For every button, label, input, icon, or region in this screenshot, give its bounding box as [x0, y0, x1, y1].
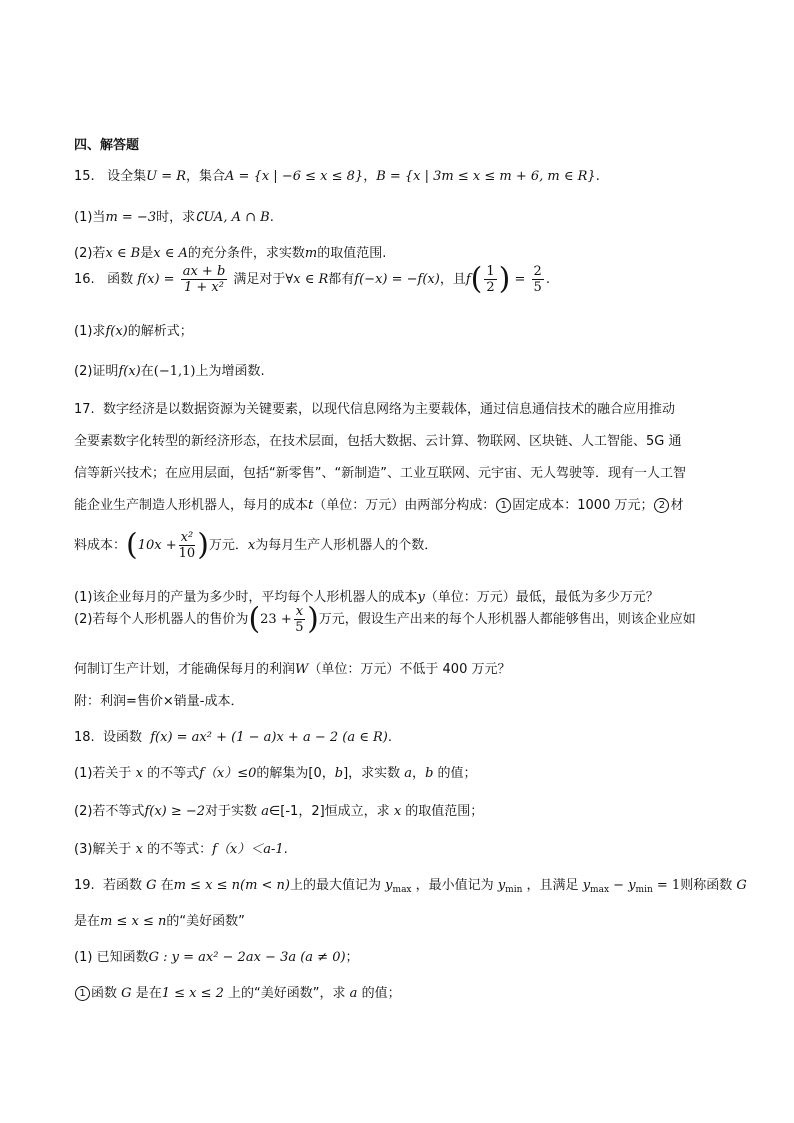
question-18-part-2: (2)若不等式f(x) ≥ −2对于实数 a∈[-1，2]恒成立，求 x 的取值范围；: [74, 804, 484, 819]
question-17-line-3: 信等新兴技术；在应用层面，包括“新零售”、“新制造”、工业互联网、元宇宙、无人驾驶等．现有一人工智: [74, 466, 686, 481]
question-16-part-2: (2)证明f(x)在(−1,1)上为增函数.: [74, 364, 265, 379]
question-15-part-2: (2)若x ∈ B是x ∈ A的充分条件，求实数m的取值范围.: [74, 246, 387, 261]
fraction-price: $\frac{x}{5}$: [295, 604, 304, 635]
question-number: 15.: [74, 169, 95, 184]
fraction-material-cost: $\frac{\text{x²}}{10}$: [178, 530, 196, 561]
question-18-part-3: (3)解关于 x 的不等式：f（x）＜a-1.: [74, 842, 288, 857]
question-17-line-2: 全要素数字化转型的新经济形态，在技术层面，包括大数据、云计算、物联网、区块链、人工智能、5G 通: [74, 434, 682, 449]
question-17-note: 附：利润=售价×销量-成本．: [74, 694, 244, 709]
math-set-a: A = {x | −6 ≤ x ≤ 8}: [225, 169, 364, 184]
question-17-line-5: 料成本：(10x + $\frac{\text{x²}}{10}$ )万元．x为每月生产人形机器人的个数．: [74, 527, 438, 563]
fraction-function-f: $\frac{ax + b}{\text{1 + x²}}$: [182, 264, 226, 295]
question-19-part-1: (1) 已知函数G : y = ax² − 2ax − 3a (a ≠ 0)；: [74, 950, 359, 965]
question-17-part-2-cont: 何制订生产计划，才能确保每月的利润W（单位：万元）不低于 400 万元？: [74, 662, 511, 677]
fraction-two-fifths: $\frac{2}{5}$: [533, 264, 542, 295]
question-16-stem: 16. 函数 f(x) = $\frac{ax + b}{\text{1 + x²}}$ 满足对于∀x ∈ R都有f(−x) = −f(x)，且f( $\frac{1}{2}$ ) = $\frac{2}{5}$ .: [74, 261, 550, 297]
question-number: 19.: [74, 878, 95, 893]
question-19-stem: 19. 若函数 G 在m ≤ x ≤ n(m < n)上的最大值记为 $y_{max}$ ，最小值记为 $y_{min}$ ，且满足 $y_{max} - y_{min} = 1$则称函数 G: [74, 878, 747, 895]
question-number: 18.: [74, 730, 95, 745]
fraction-one-half: $\frac{1}{2}$: [486, 264, 495, 295]
question-16-part-1: (1)求f(x)的解析式；: [74, 324, 193, 339]
question-17-part-2: (2)若每个人形机器人的售价为(23 + $\frac{x}{5}$ )万元，假设生产出来的每个人形机器人都能够售出，则该企业应如: [74, 601, 696, 637]
question-18-stem: 18. 设函数 f(x) = ax² + (1 − a)x + a − 2 (a ∈ R).: [74, 730, 392, 745]
circled-number-2: 2: [654, 498, 669, 513]
question-number: 16.: [74, 272, 95, 287]
math-set-b: B = {x | 3m ≤ x ≤ m + 6, m ∈ R}: [376, 169, 596, 184]
question-19-part-1-sub-1: 1 函数 G 是在1 ≤ x ≤ 2 上的“美好函数”，求 a 的值；: [74, 984, 401, 1004]
question-18-part-1: (1)若关于 x 的不等式f（x）≤0的解集为[0，b]，求实数 a，b 的值；: [74, 766, 477, 781]
circled-number-1: 1: [496, 498, 511, 513]
section-title: 四、解答题: [74, 138, 140, 153]
question-17-line-1: 17. 数字经济是以数据资源为关键要素，以现代信息网络为主要载体，通过信息通信技术的融合应用推动: [74, 402, 675, 417]
question-19-stem-cont: 是在m ≤ x ≤ n的“美好函数”: [74, 914, 245, 929]
math-universal-set: U = R: [146, 169, 187, 184]
question-15-stem: 15. 设全集U = R，集合A = {x | −6 ≤ x ≤ 8}，B = {x | 3m ≤ x ≤ m + 6, m ∈ R}.: [74, 169, 600, 184]
question-number: 17.: [74, 402, 95, 417]
question-15-part-1: (1)当m = −3时，求∁UA, A ∩ B.: [74, 210, 274, 225]
question-17-part-1: (1)该企业每月的产量为多少时，平均每个人形机器人的成本y（单位：万元）最低，最低为多少万元？: [74, 590, 659, 605]
circled-number-1: 1: [75, 986, 90, 1001]
question-17-line-4: 能企业生产制造人形机器人，每月的成本t（单位：万元）由两部分构成： 1 固定成本：1000 万元； 2 材: [74, 498, 684, 513]
